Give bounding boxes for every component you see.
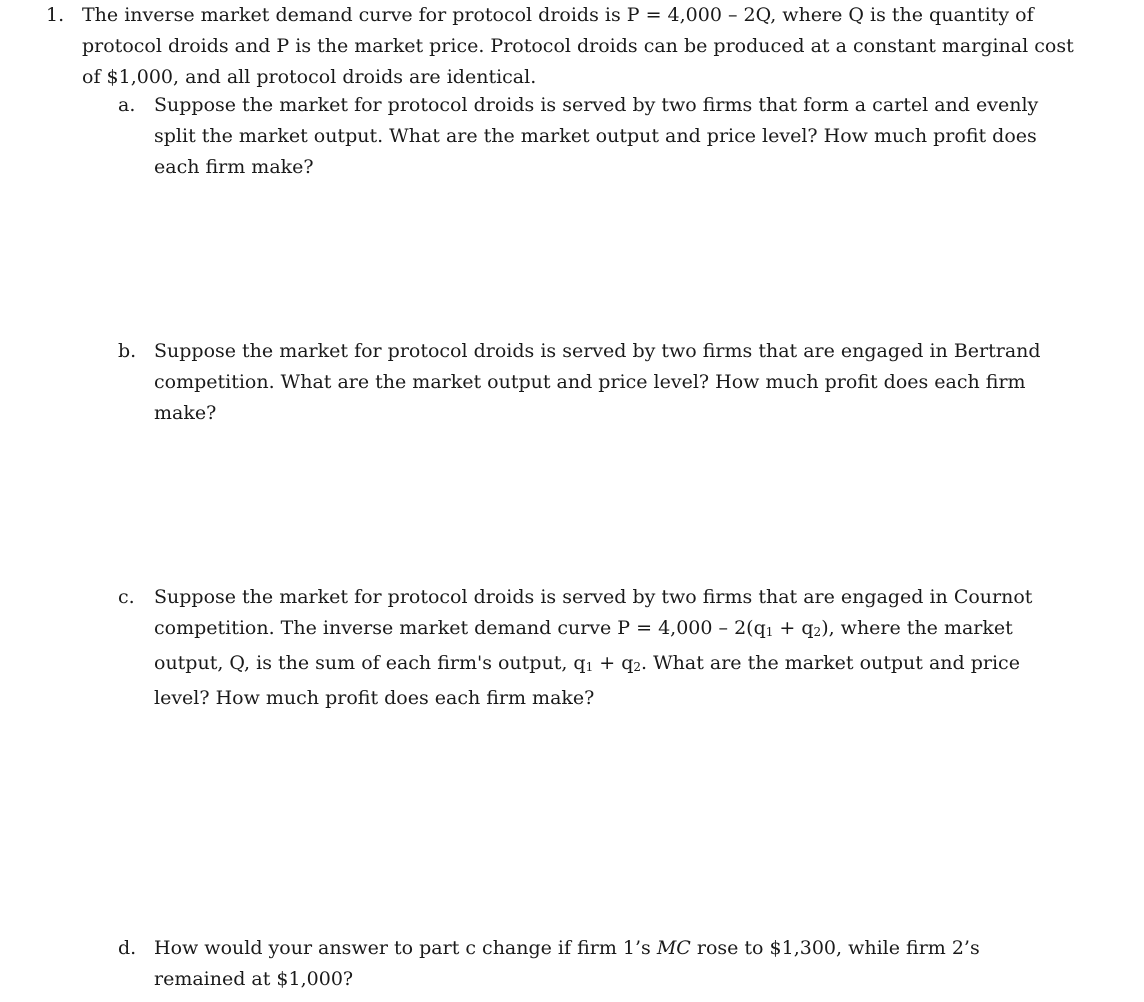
part-c-text-5: . What are the market output and price level? How much profit does each firm make? bbox=[154, 652, 1020, 709]
part-c-text-1: Suppose the market for protocol droids is served by two firms that are engaged in Cournot competition. The inverse market demand curve P = 4,000 – 2(q bbox=[154, 586, 1033, 639]
part-c-sub-2: 2 bbox=[813, 625, 822, 639]
part-d-mc: MC bbox=[656, 937, 691, 959]
part-b-label: b. bbox=[118, 340, 137, 362]
part-c-text-2: + q bbox=[773, 617, 814, 639]
part-c-text bbox=[154, 582, 1044, 714]
part-c-label: c. bbox=[118, 586, 135, 608]
part-c-text-3: ), where the market output, Q, is the sum of each firm's output, q bbox=[154, 617, 1013, 674]
part-d-text-2: rose to $1,300, while firm 2’s remained at $1,000? bbox=[154, 937, 980, 990]
part-c-sub-3: 1 bbox=[585, 660, 594, 674]
question-number: 1. bbox=[46, 4, 65, 26]
part-c-text-4: + q bbox=[593, 652, 634, 674]
part-d-text-1: How would your answer to part c change if firm 1’s bbox=[154, 937, 657, 959]
part-c-sub-4: 2 bbox=[633, 660, 642, 674]
part-c-sub-1: 1 bbox=[765, 625, 774, 639]
part-d-label: d. bbox=[118, 937, 137, 959]
part-b-text: Suppose the market for protocol droids is served by two firms that are engaged in Bertrand competition. What are the market output and price level? How much profit does each firm make? bbox=[154, 340, 1041, 424]
part-d-text bbox=[154, 933, 1044, 995]
part-a-label: a. bbox=[118, 94, 136, 116]
question-stem: The inverse market demand curve for protocol droids is P = 4,000 – 2Q, where Q is the quantity of protocol droids and P is the market price. Protocol droids can be produced at a constant marginal cost of $1,000, and all protocol droids are identical. bbox=[82, 4, 1074, 88]
part-a-text: Suppose the market for protocol droids is served by two firms that form a cartel and evenly split the market output. What are the market output and price level? How much profit does each firm make? bbox=[154, 94, 1039, 178]
